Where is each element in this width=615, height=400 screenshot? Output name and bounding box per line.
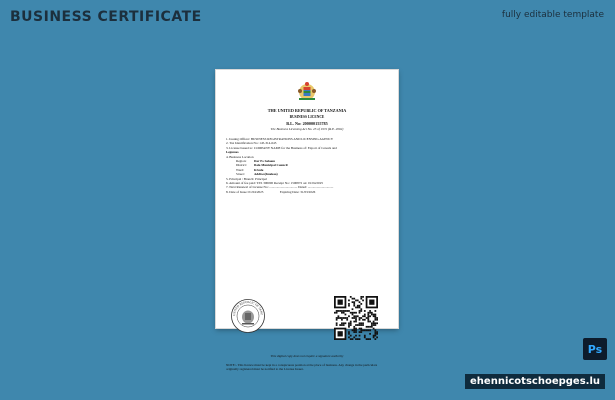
detail-line: 3. License Issued to: COMPANY NAME for the Business of: Export of Cereals and: [226, 145, 337, 150]
licence-number: B.L. No: 200000155785: [286, 121, 328, 126]
brand-watermark: ehennicotschoepges.lu: [465, 374, 605, 389]
detail-line: 4. Business Location: [226, 154, 254, 159]
detail-line: 2. Tax Identification No: 145-314-645: [226, 141, 277, 146]
qr-code: [334, 296, 378, 340]
page-subtitle: fully editable template: [501, 10, 604, 20]
location-label: Region:: [236, 159, 247, 164]
location-label: District:: [236, 163, 247, 168]
detail-line: 7. Next Renewal of License No: .................................. Dated: ...............................: [226, 185, 334, 190]
act-reference: The Business Licensing Act No. 25 of 1972 (R.E. 2002): [270, 127, 344, 131]
official-seal-icon: [230, 298, 266, 334]
detail-line: 5. Principal / Branch: Principal: [226, 176, 267, 181]
detail-line: 6. Amount of fee paid: TZS 300000 Receipt No: 1500872 on: 01/04/2025: [226, 181, 324, 186]
licence-details: [226, 137, 391, 194]
location-value: Addiwe(Imekaa): [254, 172, 278, 177]
detail-line: 8. Date of Issue: 01/04/2025 Expiring Date: 31/03/2026: [226, 189, 316, 194]
location-label: Ward:: [236, 167, 244, 172]
page-title: BUSINESS CERTIFICATE: [10, 9, 202, 25]
location-label: Street:: [236, 172, 245, 177]
photoshop-icon: Ps: [583, 338, 607, 360]
location-value: Dar Es Salaam: [254, 159, 276, 164]
certificate-document: [216, 70, 398, 372]
detail-line: Legumes: [226, 150, 239, 155]
location-value: Kivule: [254, 167, 264, 172]
detail-line: 1. Issuing Officer: BUSINESS REGISTRATIONS AND LICENSING AGENCY: [226, 137, 334, 141]
licence-note: NOTE:- This licence must be kept in a conspicuous position at the place of business. Any change in the particulars originally registered must be notified to the License Issuer.: [226, 363, 378, 372]
location-value: Ilala Municipal Council: [254, 163, 288, 168]
coat-of-arms-icon: [296, 80, 318, 102]
republic-heading: THE UNITED REPUBLIC OF TANZANIA: [267, 108, 347, 113]
seal-text: UNITED REPUBLIC OF TANZ: [231, 299, 264, 317]
licence-title: BUSINESS LICENCE: [289, 115, 325, 119]
digital-copy-note: This digital copy does not require a signature authority: [270, 354, 344, 358]
